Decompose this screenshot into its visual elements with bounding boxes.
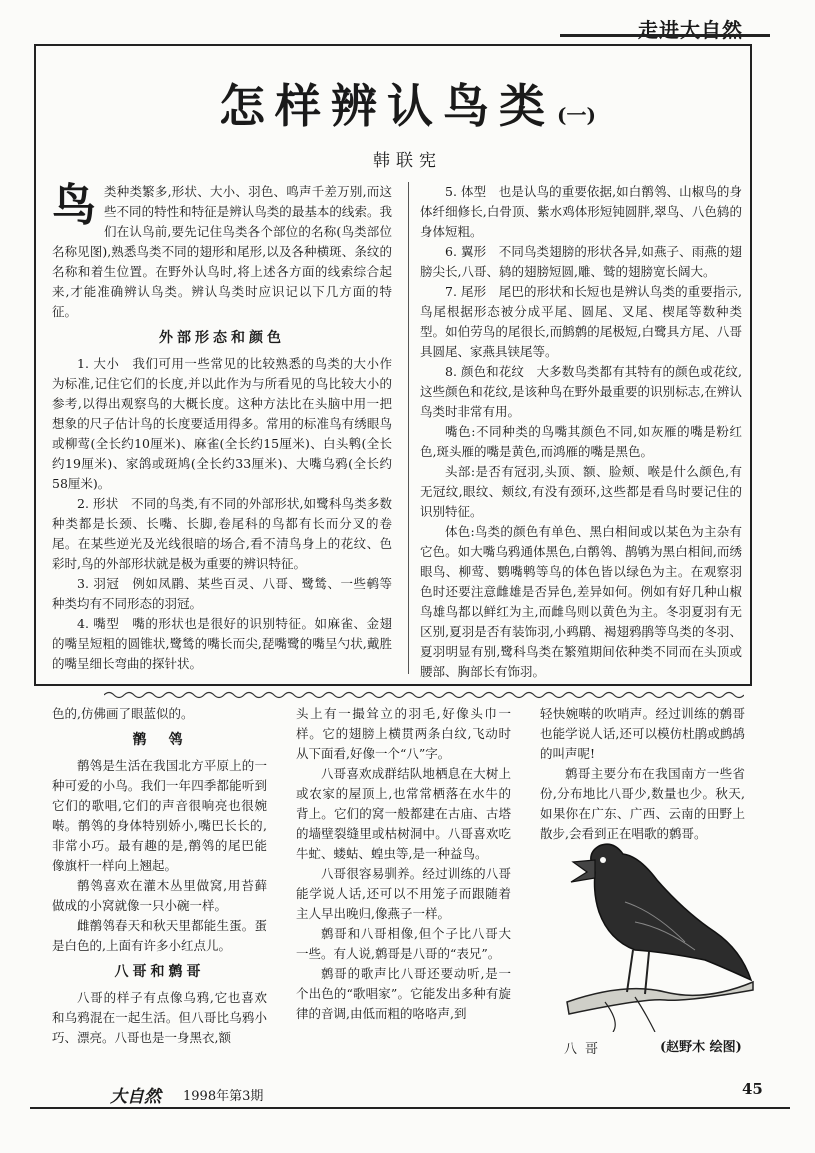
paragraph-continued: 色的,仿佛画了眼蓝似的。 (52, 706, 194, 721)
title-text: 怎样辨认鸟类 (219, 79, 556, 133)
paragraph-tail: 7. 尾形 尾巴的形状和长短也是辨认鸟类的重要指示,鸟尾根据形态被分成平尾、圆尾、叉尾、楔尾等数种类型。如伯劳鸟的尾很长,而鹪鹩的尾极短,白鹭具方尾、八哥具圆尾、家燕具铗尾等。 (420, 284, 742, 359)
paragraph-hill-myna-1: 鹩哥和八哥相像,但个子比八哥大一些。有人说,鹩哥是八哥的“表兄”。 (296, 926, 511, 961)
page-number: 45 (742, 1080, 763, 1098)
paragraph-bill-color: 嘴色:不同种类的鸟嘴其颜色不同,如灰雁的嘴是粉红色,斑头雁的嘴是黄色,而鸿雁的嘴是黑色。 (420, 424, 742, 459)
dropcap: 鸟 (52, 180, 96, 231)
bottom-column-3 (540, 704, 745, 844)
paragraph-crest: 3. 羽冠 例如凤鹛、某些百灵、八哥、鹭鸶、一些鹌等种类均有不同形态的羽冠。 (52, 576, 392, 611)
footer-issue: 1998年第3期 (183, 1089, 264, 1104)
paragraph-hill-myna-2: 鹩哥的歌声比八哥还要动听,是一个出色的“歌唱家”。它能发出多种有旋律的音调,由低而粗的咯咯声,到 (296, 966, 511, 1021)
wavy-divider (104, 690, 744, 700)
section-tag: 走进大自然 (632, 14, 749, 43)
footer-rule (30, 1107, 790, 1109)
section-rule (560, 34, 770, 37)
paragraph-body-type: 5. 体型 也是认鸟的重要依据,如白鹡鸰、山椒鸟的身体纤细修长,白骨顶、紫水鸡体形短钝圆胖,翠鸟、八色鸫的身体短粗。 (420, 184, 742, 239)
paragraph-wagtail-3: 雌鹡鸰春天和秋天里都能生蛋。蛋是白色的,上面有许多小红点儿。 (52, 918, 267, 953)
left-column (52, 182, 392, 674)
paragraph-myna-1: 八哥的样子有点像乌鸦,它也喜欢和乌鸦混在一起生活。但八哥比乌鸦小巧、漂亮。八哥也是一身黑衣,额 (52, 990, 267, 1045)
paragraph-wagtail-2: 鹡鸰喜欢在灌木丛里做窝,用苔藓做成的小窝就像一只小碗一样。 (52, 878, 267, 913)
column-divider (408, 182, 409, 674)
paragraph-hill-myna-4: 鹩哥主要分布在我国南方一些省份,分布地比八哥少,数量也少。秋天,如果你在广东、广西、云南的田野上散步,会看到正在唱歌的鹩哥。 (540, 766, 745, 841)
paragraph-size: 1. 大小 我们可用一些常见的比较熟悉的鸟类的大小作为标准,记住它们的长度,并以此作为与所看见的鸟比较大小的参考,以得出观察鸟的大概长度。这种方法比在头脑中用一把想象的尺子估计鸟的长度要适用得多。常用的标准鸟有绣眼鸟或柳莺(全长约10厘米)、麻雀(全长约15厘米)、白头鹎(全长约19厘米)、家鸽或斑鸠(全长约33厘米)、大嘴乌鸦(全长约58厘米)。 (52, 356, 392, 491)
title-part: (一) (557, 103, 596, 127)
intro-paragraph: 类种类繁多,形状、大小、羽色、鸣声千差万别,而这些不同的特性和特征是辨认鸟类的最基本的线索。我们在认鸟前,要先记住鸟类各个部位的名称(鸟类部位名称见图),熟悉鸟类不同的翅形和尾形,以及各种横斑、条纹的名称和着生位置。在野外认鸟时,将上述各方面的线索综合起来,才能准确辨认鸟类。辨认鸟类时应识记以下几方面的特征。 (52, 184, 392, 319)
paragraph-myna-2: 头上有一撮耸立的羽毛,好像头巾一样。它的翅膀上横贯两条白纹,飞动时从下面看,好像一个“八”字。 (296, 706, 511, 761)
bottom-column-1 (52, 704, 267, 1048)
paragraph-head: 头部:是否有冠羽,头顶、额、脸颊、喉是什么颜色,有无冠纹,眼纹、颊纹,有没有颈环,这些都是看鸟时要记住的识别特征。 (420, 464, 742, 519)
bottom-column-2 (296, 704, 511, 1024)
paragraph-wing: 6. 翼形 不同鸟类翅膀的形状各异,如燕子、雨燕的翅膀尖长,八哥、鸫的翅膀短圆,雕、鹫的翅膀宽长阔大。 (420, 244, 742, 279)
paragraph-wagtail-1: 鹡鸰是生活在我国北方平原上的一种可爱的小鸟。我们一年四季都能听到它们的歌唱,它们的声音很响亮也很婉啭。鹡鸰的身体特别娇小,嘴巴长长的,非常小巧。最有趣的是,鹡鸰的尾巴能像旗杆一样向上翘起。 (52, 758, 267, 873)
article-title (0, 70, 815, 136)
paragraph-hill-myna-3: 轻快婉啭的吹哨声。经过训练的鹩哥也能学说人话,还可以模仿杜鹃或鹧鸪的叫声呢! (540, 706, 745, 761)
author: 韩联宪 (373, 151, 442, 171)
figure-credit: (赵野木 绘图) (660, 1040, 742, 1055)
paragraph-myna-4: 八哥很容易驯养。经过训练的八哥能学说人话,还可以不用笼子而跟随着主人早出晚归,像燕子一样。 (296, 866, 511, 921)
paragraph-myna-3: 八哥喜欢成群结队地栖息在大树上或农家的屋顶上,也常常栖落在水牛的背上。它们的窝一般都建在古庙、古塔的墙壁裂缝里或枯树洞中。八哥喜欢吃牛虻、蝼蛄、蝗虫等,是一种益鸟。 (296, 766, 511, 861)
myna-illustration (565, 832, 755, 1032)
paragraph-color: 8. 颜色和花纹 大多数鸟类都有其特有的颜色或花纹,这些颜色和花纹,是该种鸟在野外最重要的识别标志,在辨认鸟类时非常有用。 (420, 364, 742, 419)
paragraph-bill: 4. 嘴型 嘴的形状也是很好的识别特征。如麻雀、金翅的嘴呈短粗的圆锥状,鹭鸶的嘴长而尖,琵嘴鹭的嘴呈勺状,戴胜的嘴呈细长弯曲的探针状。 (52, 616, 392, 671)
footer-magazine: 大自然 (110, 1087, 161, 1107)
heading-wagtail: 鹡 鸰 (132, 732, 187, 748)
paragraph-shape: 2. 形状 不同的鸟类,有不同的外部形状,如鹭科鸟类多数种类都是长颈、长嘴、长脚,卷尾科的鸟都有长而分叉的卷尾。在某些逆光及光线很暗的场合,看不清鸟身上的花纹、色彩时,鸟的外部形状就是极为重要的辨识特征。 (52, 496, 392, 571)
section-heading: 外部形态和颜色 (159, 330, 285, 346)
right-column (420, 182, 742, 682)
paragraph-body-color: 体色:鸟类的颜色有单色、黑白相间或以某色为主杂有它色。如大嘴乌鸦通体黑色,白鹡鸰、鹊鸲为黑白相间,而绣眼鸟、柳莺、鹦嘴鹎等鸟的体色皆以绿色为主。在观察羽色时还要注意雌雄是否异色,差异如何。例如有好几种山椒鸟雄鸟都以鲜红为主,而雌鸟则以黄色为主。冬羽夏羽有无区别,夏羽是否有装饰羽,小鹀鹛、褐翅鸦鹃等鸟类的冬羽、夏羽明显有别,鹭科鸟类在繁殖期间依种类不同而在头顶或腰部、胸部长有饰羽。 (420, 524, 742, 679)
heading-myna: 八哥和鹩哥 (114, 964, 205, 980)
figure-caption: 八哥 (564, 1042, 607, 1057)
